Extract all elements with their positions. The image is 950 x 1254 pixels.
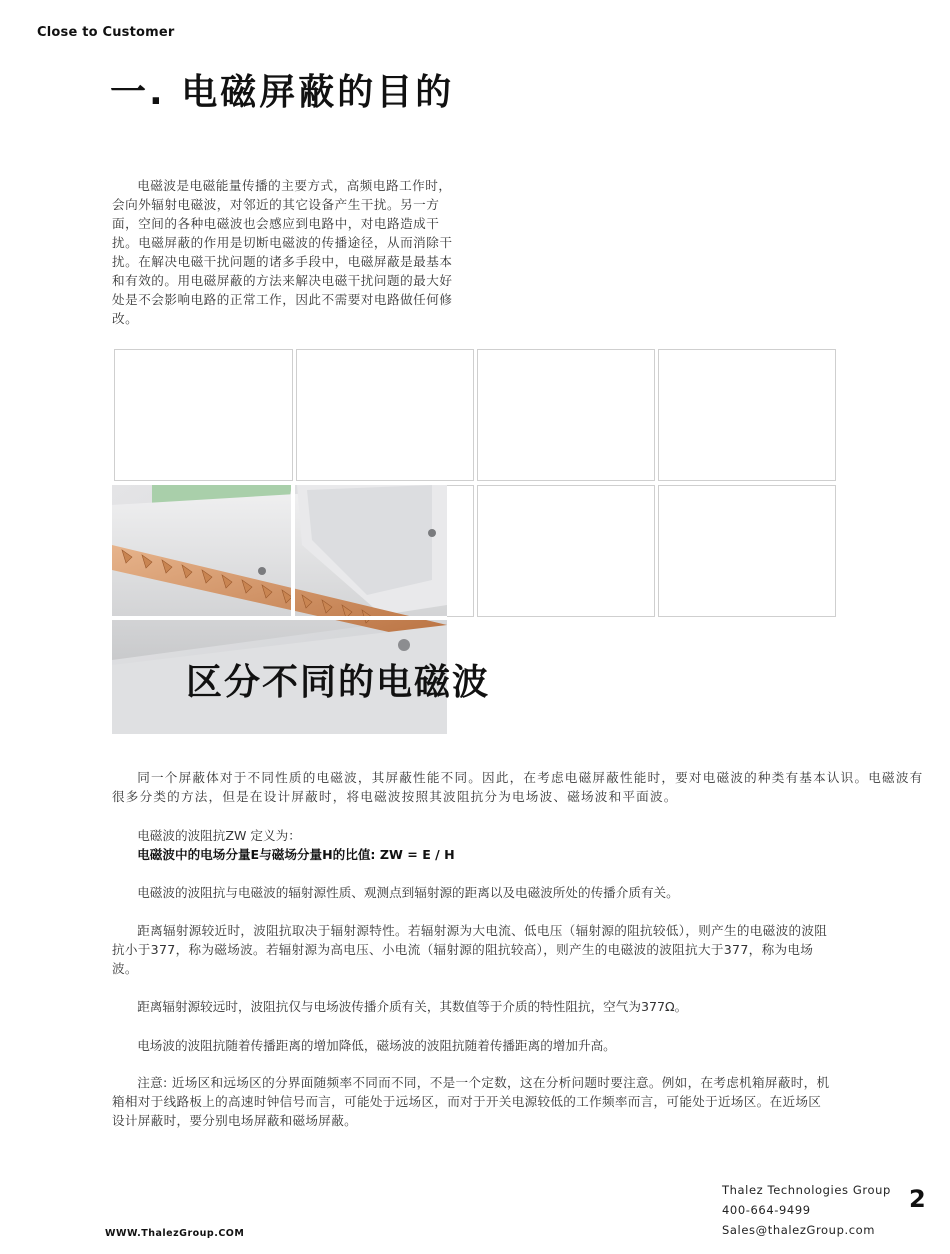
contact-block	[722, 1180, 891, 1240]
page-title: 一. 电磁屏蔽的目的	[110, 72, 455, 113]
grid-cell	[296, 349, 474, 481]
impedance-definition: 电磁波的波阻抗ZW 定义为：	[137, 828, 301, 843]
footer-url: WWW.ThalezGroup.COM	[105, 1228, 245, 1239]
grid-cell	[658, 349, 836, 481]
phone-number: 400-664-9499	[722, 1203, 811, 1217]
section-paragraph-5: 距离辐射源较远时，波阻抗仅与电场波传播介质有关，其数值等于介质的特性阻抗，空气为377Ω。	[137, 999, 688, 1014]
section-paragraph-1: 同一个屏蔽体对于不同性质的电磁波，其屏蔽性能不同。因此，在考虑电磁屏蔽性能时，要对电磁波的种类有基本认识。电磁波有很多分类的方法，但是在设计屏蔽时，将电磁波按照其波阻抗分为电场波、磁场波和平面波。	[112, 770, 924, 804]
grid-cell	[658, 485, 836, 617]
impedance-formula: 电磁波中的电场分量E与磁场分量H的比值: ZW = E / H	[137, 847, 455, 862]
section-paragraph-6: 电场波的波阻抗随着传播距离的增加降低，磁场波的波阻抗随着传播距离的增加升高。	[137, 1038, 616, 1053]
page-number: 2	[909, 1185, 926, 1213]
section-paragraph-7: 注意: 近场区和远场区的分界面随频率不同而不同，不是一个定数，这在分析问题时要注意。例如，在考虑机箱屏蔽时，机箱相对于线路板上的高速时钟信号而言，可能处于远场区，而对于开关电源较低的工作频率而言，可能处于近场区。在近场区设计屏蔽时，要分别电场屏蔽和磁场屏蔽。	[112, 1075, 830, 1128]
grid-cell	[114, 349, 293, 481]
brand-tagline: Close to Customer	[37, 25, 175, 40]
section-paragraph-4: 距离辐射源较近时，波阻抗取决于辐射源特性。若辐射源为大电流、低电压（辐射源的阻抗较低），则产生的电磁波的波阻抗小于377，称为磁场波。若辐射源为高电压、小电流（辐射源的阻抗较高），则产生的电磁波的波阻抗大于377，称为电场波。	[112, 923, 828, 976]
company-name: Thalez Technologies Group	[722, 1183, 891, 1197]
section-paragraph-3: 电磁波的波阻抗与电磁波的辐射源性质、观测点到辐射源的距离以及电磁波所处的传播介质有关。	[137, 885, 679, 900]
intro-paragraph: 电磁波是电磁能量传播的主要方式，高频电路工作时，会向外辐射电磁波，对邻近的其它设备产生干扰。另一方面，空间的各种电磁波也会感应到电路中，对电路造成干扰。电磁屏蔽的作用是切断电磁波的传播途径，从而消除干扰。在解决电磁干扰问题的诸多手段中，电磁屏蔽是最基本和有效的。用电磁屏蔽的方法来解决电磁干扰问题的最大好处是不会影响电路的正常工作，因此不需要对电路做任何修改。	[112, 178, 453, 326]
section-title: 区分不同的电磁波	[186, 662, 491, 703]
grid-cell	[477, 349, 655, 481]
grid-cell	[477, 485, 655, 617]
email-address: Sales@thalezGroup.com	[722, 1223, 876, 1237]
